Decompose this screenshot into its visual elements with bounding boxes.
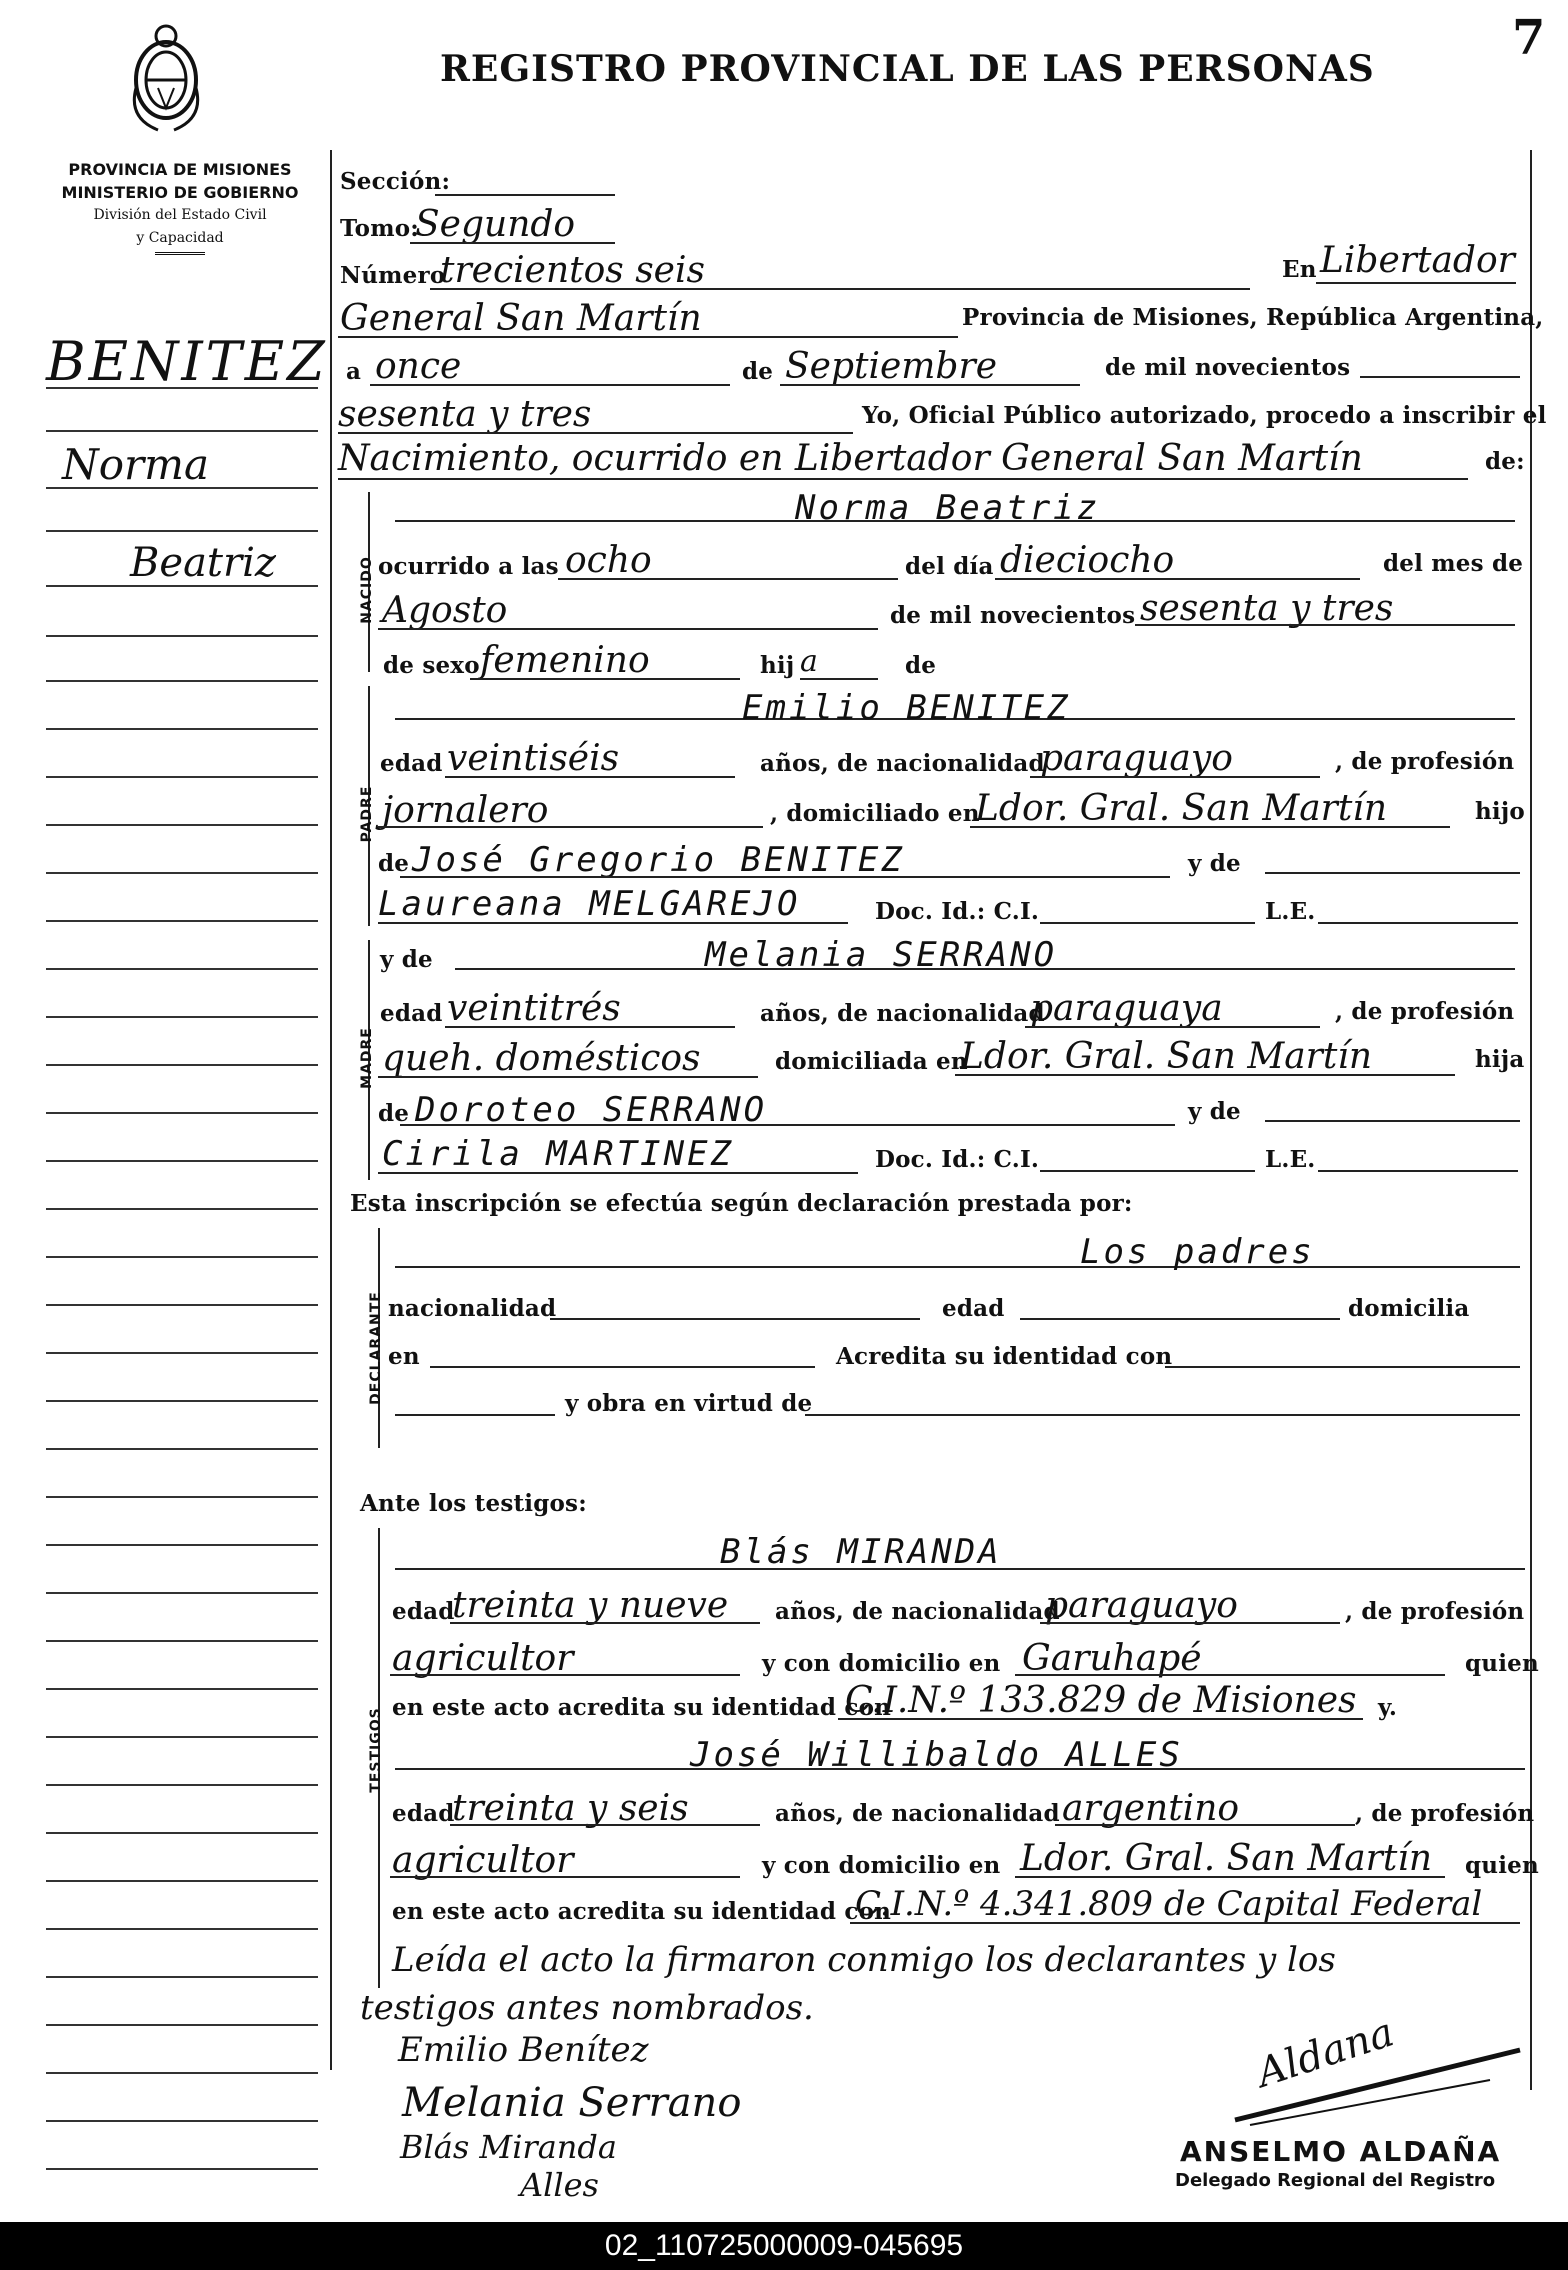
- declarante-acredita-label: Acredita su identidad con: [836, 1343, 1173, 1370]
- witness2-age: treinta y seis: [452, 1788, 689, 1829]
- witness1-nationality: paraguayo: [1045, 1585, 1238, 1626]
- witness1-age: treinta y nueve: [452, 1585, 729, 1626]
- declarante-nac-label: nacionalidad: [388, 1295, 557, 1322]
- coat-of-arms-icon: [118, 18, 214, 136]
- madre-dom-label: domiciliada en: [775, 1048, 968, 1075]
- province-label: Provincia de Misiones, República Argentina,: [962, 304, 1544, 331]
- org-line: y Capacidad: [136, 230, 224, 246]
- de-end-label: de:: [1485, 448, 1525, 475]
- madre-profession: queh. domésticos: [382, 1038, 701, 1079]
- a-label: a: [346, 358, 362, 385]
- page-title: REGISTRO PROVINCIAL DE LAS PERSONAS: [440, 48, 1375, 90]
- madre-nac-label: años, de nacionalidad: [760, 1000, 1045, 1027]
- org-line: MINISTERIO DE GOBIERNO: [61, 183, 299, 202]
- de-label: de: [742, 358, 774, 385]
- madre-edad-label: edad: [380, 1000, 443, 1027]
- padre-edad-label: edad: [380, 750, 443, 777]
- madre-de-label: de: [378, 1100, 410, 1127]
- madre-name: Melania SERRANO: [705, 935, 1058, 975]
- nacido-name: Norma Beatriz: [795, 488, 1101, 528]
- del-dia-label: del día: [905, 553, 994, 580]
- birth-year-value: sesenta y tres: [1140, 588, 1394, 629]
- padre-nationality: paraguayo: [1040, 738, 1233, 779]
- nacido-section-label: NACIDO: [359, 556, 375, 624]
- madre-yde-label: y de: [380, 946, 433, 973]
- margin-second-name: Beatriz: [130, 540, 276, 586]
- org-block: [40, 158, 320, 255]
- official-name: ANSELMO ALDAÑA: [1180, 2135, 1502, 2168]
- witness2-id: C.I.N.º 4.341.809 de Capital Federal: [855, 1884, 1483, 1924]
- padre-name: Emilio BENITEZ: [742, 688, 1071, 728]
- declarante-name: Los padres: [1080, 1232, 1315, 1272]
- witness1-nac-label: años, de nacionalidad: [775, 1598, 1060, 1625]
- signature-emilio: Emilio Benítez: [398, 2030, 649, 2070]
- witness2-dom-label: y con domicilio en: [762, 1852, 1001, 1879]
- signature-melania: Melania Serrano: [402, 2080, 742, 2126]
- padre-mother: Laureana MELGAREJO: [378, 884, 801, 924]
- witness1-id: C.I.N.º 133.829 de Misiones: [845, 1680, 1357, 1721]
- oficial-label: Yo, Oficial Público autorizado, procedo a inscribir el: [862, 402, 1547, 429]
- witness2-nationality: argentino: [1062, 1788, 1240, 1829]
- declarante-en-label: en: [388, 1343, 420, 1370]
- witness2-edad-label: edad: [392, 1800, 455, 1827]
- padre-domicile: Ldor. Gral. San Martín: [975, 788, 1388, 829]
- month-value: Septiembre: [785, 346, 997, 387]
- org-line: PROVINCIA DE MISIONES: [68, 160, 292, 179]
- closing-line2: testigos antes nombrados.: [360, 1988, 814, 2028]
- witness2-domicile: Ldor. Gral. San Martín: [1020, 1838, 1433, 1879]
- closing-line1: Leída el acto la firmaron conmigo los declarantes y los: [392, 1940, 1336, 1980]
- witness1-y-label: y.: [1378, 1694, 1398, 1721]
- witness2-name: José Willibaldo ALLES: [690, 1735, 1183, 1775]
- padre-age: veintiséis: [447, 738, 620, 779]
- witness1-dom-label: y con domicilio en: [762, 1650, 1001, 1677]
- padre-profession: jornalero: [382, 790, 549, 831]
- madre-nationality: paraguaya: [1030, 988, 1223, 1029]
- birth-month-value: Agosto: [382, 590, 508, 631]
- witness2-quien-label: quien: [1465, 1852, 1539, 1879]
- en-label: En: [1282, 256, 1317, 283]
- padre-prof-label: , de profesión: [1335, 748, 1515, 775]
- madre-section-label: MADRE: [359, 1027, 375, 1089]
- page-number: 7: [1512, 10, 1546, 66]
- margin-first-name: Norma: [62, 440, 209, 489]
- witness2-acto-label: en este acto acredita su identidad con: [392, 1898, 892, 1925]
- signature-blas: Blás Miranda: [400, 2128, 617, 2166]
- padre-le-label: L.E.: [1265, 898, 1316, 925]
- madre-prof-label: , de profesión: [1335, 998, 1515, 1025]
- madre-le-label: L.E.: [1265, 1146, 1316, 1173]
- hij-label: hij: [760, 652, 795, 679]
- padre-section-label: PADRE: [359, 785, 375, 843]
- madre-doc-label: Doc. Id.: C.I.: [875, 1146, 1040, 1173]
- padre-yde-label: y de: [1188, 850, 1241, 877]
- testigos-intro: Ante los testigos:: [360, 1490, 587, 1517]
- sexo-value: femenino: [480, 640, 650, 681]
- madre-domicile: Ldor. Gral. San Martín: [960, 1036, 1373, 1077]
- witness2-nac-label: años, de nacionalidad: [775, 1800, 1060, 1827]
- madre-father: Doroteo SERRANO: [415, 1090, 768, 1130]
- testigos-section-label: TESTIGOS: [368, 1707, 384, 1793]
- madre-mother: Cirila MARTINEZ: [382, 1134, 735, 1174]
- padre-doc-label: Doc. Id.: C.I.: [875, 898, 1040, 925]
- nacido-de-label: de: [905, 652, 937, 679]
- padre-father: José Gregorio BENITEZ: [412, 840, 905, 880]
- tomo-value: Segundo: [415, 204, 576, 245]
- declarante-intro: Esta inscripción se efectúa según declaración prestada por:: [350, 1190, 1133, 1217]
- numero-value: trecientos seis: [440, 250, 705, 291]
- sexo-label: de sexo: [383, 652, 480, 679]
- official-signature: Aldana: [1251, 2009, 1400, 2097]
- declarante-edad-label: edad: [942, 1295, 1005, 1322]
- witness1-domicile: Garuhapé: [1022, 1638, 1202, 1679]
- signature-flourish-icon: [1230, 2040, 1530, 2130]
- witness2-profession: agricultor: [392, 1840, 574, 1881]
- numero-label: Número: [340, 262, 446, 289]
- padre-hijo-label: hijo: [1475, 798, 1525, 825]
- seccion-label: Sección:: [340, 168, 451, 195]
- witness1-edad-label: edad: [392, 1598, 455, 1625]
- hour-value: ocho: [565, 540, 652, 581]
- act-text: Nacimiento, ocurrido en Libertador General San Martín: [338, 438, 1363, 479]
- madre-age: veintitrés: [447, 988, 621, 1029]
- year-value: sesenta y tres: [338, 394, 592, 435]
- witness1-name: Blás MIRANDA: [720, 1532, 1002, 1572]
- madre-hija-label: hija: [1475, 1046, 1525, 1073]
- document-id-bar: 02_110725000009-045695: [0, 2222, 1568, 2270]
- margin-surname: BENITEZ: [46, 330, 328, 393]
- official-title: Delegado Regional del Registro: [1175, 2170, 1496, 2191]
- declarante-dom-label: domicilia: [1348, 1295, 1470, 1322]
- padre-de-label: de: [378, 850, 410, 877]
- witness1-quien-label: quien: [1465, 1650, 1539, 1677]
- declarante-section-label: DECLARANTE: [368, 1291, 384, 1405]
- ocurrido-label: ocurrido a las: [378, 553, 559, 580]
- tomo-label: Tomo:: [340, 215, 419, 242]
- mil-label: de mil novecientos: [1105, 354, 1351, 381]
- witness2-prof-label: , de profesión: [1355, 1800, 1535, 1827]
- padre-nac-label: años, de nacionalidad: [760, 750, 1045, 777]
- birth-day-value: dieciocho: [1000, 540, 1175, 581]
- place-part1: Libertador: [1320, 240, 1515, 281]
- del-mes-label: del mes de: [1383, 550, 1524, 577]
- madre-yde2-label: y de: [1188, 1098, 1241, 1125]
- nacido-mil-label: de mil novecientos: [890, 602, 1136, 629]
- witness1-profession: agricultor: [392, 1638, 574, 1679]
- padre-dom-label: , domiciliado en: [770, 800, 980, 827]
- place-part2: General San Martín: [340, 298, 702, 339]
- day-value: once: [375, 346, 462, 387]
- witness1-prof-label: , de profesión: [1345, 1598, 1525, 1625]
- org-line: División del Estado Civil: [93, 207, 267, 223]
- hij-suffix: a: [800, 644, 818, 679]
- witness1-acto-label: en este acto acredita su identidad con: [392, 1694, 892, 1721]
- declarante-obra-label: y obra en virtud de: [565, 1390, 813, 1417]
- signature-alles: Alles: [520, 2166, 599, 2204]
